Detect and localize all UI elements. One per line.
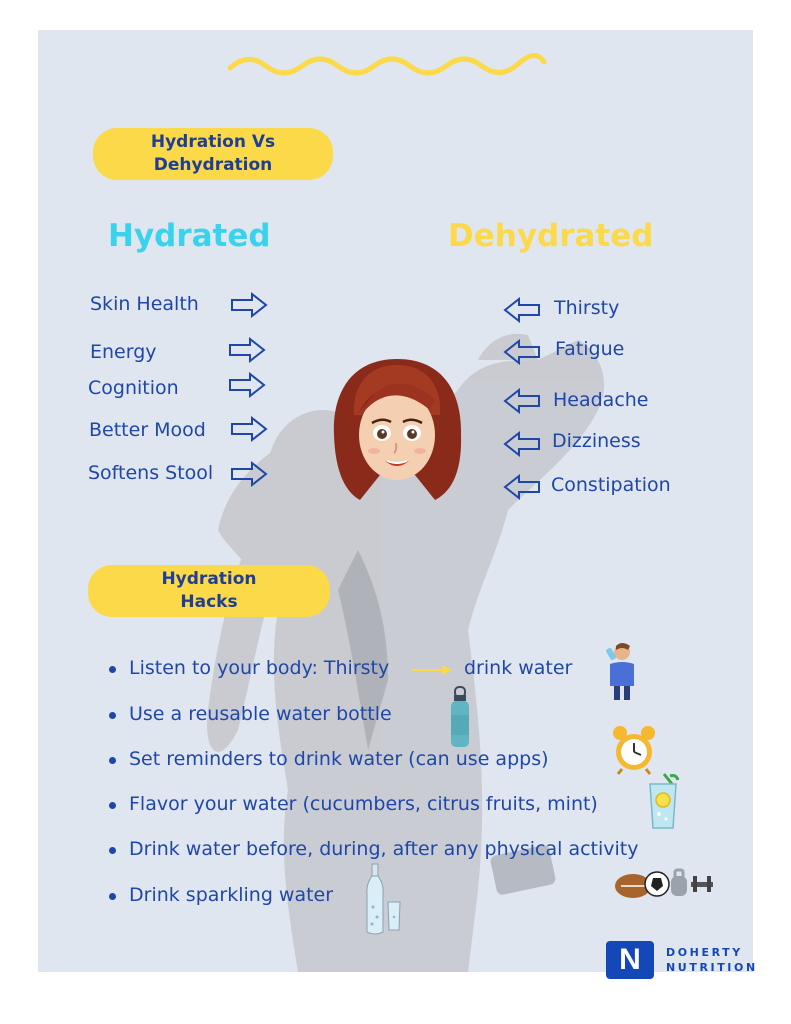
- hacks-pill-line-1: Hydration: [161, 569, 257, 589]
- hydrated-item: Energy: [90, 341, 157, 363]
- right-arrow-icon: [230, 461, 268, 487]
- bullet-point: [109, 666, 116, 673]
- hydrated-item: Skin Health: [90, 293, 199, 315]
- hack-item-text-continued: drink water: [464, 657, 573, 679]
- hacks-pill: [88, 565, 330, 617]
- hack-item-text: Listen to your body: Thirsty: [129, 657, 390, 679]
- hacks-pill-line-2: Hacks: [180, 592, 238, 612]
- right-arrow-icon: [228, 372, 266, 398]
- dehydrated-heading: Dehydrated: [448, 218, 654, 254]
- wavy-line-decoration: [228, 50, 548, 80]
- hydrated-item: Cognition: [88, 377, 179, 399]
- hack-item-text: Use a reusable water bottle: [129, 703, 392, 725]
- lemon-water-glass-icon: [646, 772, 680, 830]
- cartoon-woman-avatar: [330, 355, 465, 505]
- brand-name: [666, 945, 758, 975]
- left-arrow-icon: [503, 388, 541, 414]
- title-line-1: Hydration Vs: [150, 132, 276, 152]
- water-bottle-icon: [448, 685, 472, 749]
- bullet-point: [109, 802, 116, 809]
- hack-item-text: Flavor your water (cucumbers, citrus fruits, mint): [129, 793, 598, 815]
- brand-name-line-2: NUTRITION: [666, 961, 758, 974]
- hydrated-heading: Hydrated: [108, 218, 271, 254]
- bullet-point: [109, 847, 116, 854]
- hack-item-text: Drink water before, during, after any physical activity: [129, 838, 639, 860]
- brand-logo-icon: N: [606, 941, 654, 979]
- hack-item-text: Set reminders to drink water (can use apps): [129, 748, 549, 770]
- infographic-card: [38, 30, 753, 972]
- person-drinking-icon: [598, 640, 640, 700]
- left-arrow-icon: [503, 474, 541, 500]
- hydrated-item: Better Mood: [89, 419, 206, 441]
- thirsty-arrow-icon: [410, 664, 454, 676]
- hydrated-item: Softens Stool: [88, 462, 214, 484]
- alarm-clock-icon: [610, 725, 658, 775]
- right-arrow-icon: [230, 292, 268, 318]
- right-arrow-icon: [228, 337, 266, 363]
- left-arrow-icon: [503, 431, 541, 457]
- dehydrated-item: Thirsty: [554, 297, 620, 319]
- right-arrow-icon: [230, 416, 268, 442]
- dehydrated-item: Constipation: [551, 474, 671, 496]
- left-arrow-icon: [503, 297, 541, 323]
- dehydrated-item: Dizziness: [552, 430, 641, 452]
- dehydrated-item: Fatigue: [555, 338, 625, 360]
- bullet-point: [109, 712, 116, 719]
- brand-name-line-1: DOHERTY: [666, 946, 743, 959]
- title-pill: [93, 128, 333, 180]
- bullet-point: [109, 757, 116, 764]
- sparkling-water-icon: [364, 862, 404, 936]
- dehydrated-item: Headache: [553, 389, 649, 411]
- left-arrow-icon: [503, 339, 541, 365]
- sports-equipment-icon: [613, 866, 715, 902]
- title-line-2: Dehydration: [153, 155, 273, 175]
- bullet-point: [109, 893, 116, 900]
- hack-item-text: Drink sparkling water: [129, 884, 334, 906]
